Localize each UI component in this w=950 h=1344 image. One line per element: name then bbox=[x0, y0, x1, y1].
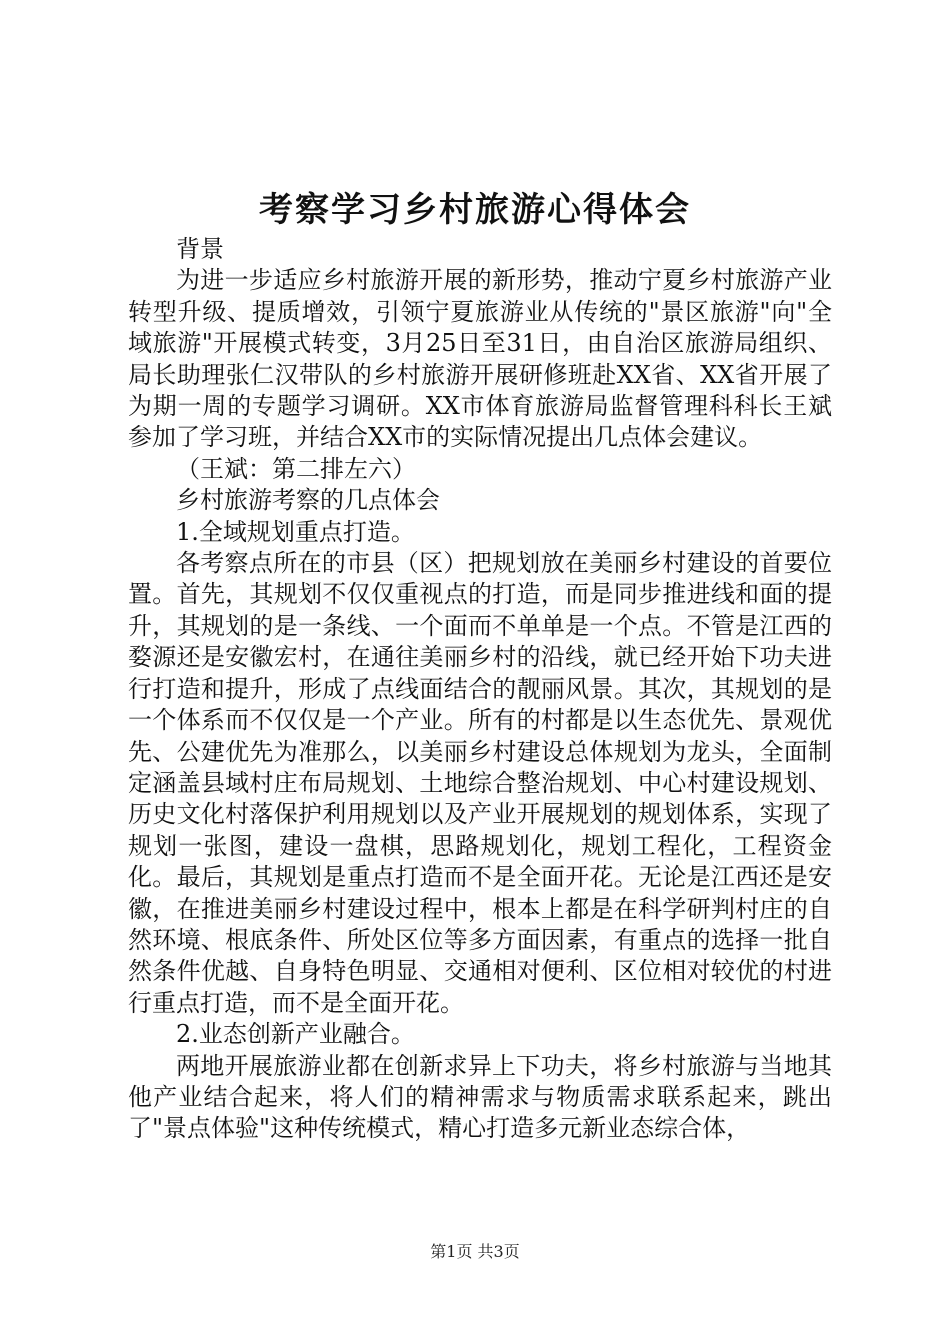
page-number: 第1页 bbox=[430, 1242, 473, 1261]
paragraph-background-text: 为进一步适应乡村旅游开展的新形势，推动宁夏乡村旅游产业转型升级、提质增效，引领宁夏旅游业从传统的"景区旅游"向"全域旅游"开展模式转变，3月25日至31日，由自治区旅游局组织、局长助理张仁汉带队的乡村旅游开展研修班赴XX省、XX省开展了为期一周的专题学习调研。XX市体育旅游局监督管理科科长王斌参加了学习班，并结合XX市的实际情况提出几点体会建议。 bbox=[128, 266, 832, 452]
paragraph-point-2-heading: 2.业态创新产业融合。 bbox=[176, 1020, 415, 1049]
paragraph-background-heading: 背景 bbox=[176, 235, 224, 263]
paragraph-point-1-text: 各考察点所在的市县（区）把规划放在美丽乡村建设的首要位置。首先，其规划不仅仅重视点的打造，而是同步推进线和面的提升，其规划的是一条线、一个面而不单单是一个点。不管是江西的婺源还是安徽宏村，在通往美丽乡村的沿线，就已经开始下功夫进行打造和提升，形成了点线面结合的靓丽风景。其次，其规划的是一个体系而不仅仅是一个产业。所有的村都是以生态优先、景观优先、公建优先为准那么，以美丽乡村建设总体规划为龙头，全面制定涵盖县域村庄布局规划、土地综合整治规划、中心村建设规划、历史文化村落保护利用规划以及产业开展规划的规划体系，实现了规划一张图，建设一盘棋，思路规划化，规划工程化，工程资金化。最后，其规划是重点打造而不是全面开花。无论是江西还是安徽，在推进美丽乡村建设过程中，根本上都是在科学研判村庄的自然环境、根底条件、所处区位等多方面因素，有重点的选择一批自然条件优越、自身特色明显、交通相对便利、区位相对较优的村进行重点打造，而不是全面开花。 bbox=[128, 549, 832, 1017]
document-body bbox=[128, 234, 832, 1145]
paragraph-section-heading: 乡村旅游考察的几点体会 bbox=[176, 486, 440, 515]
paragraph-point-2-text: 两地开展旅游业都在创新求异上下功夫，将乡村旅游与当地其他产业结合起来，将人们的精神需求与物质需求联系起来，跳出了"景点体验"这种传统模式，精心打造多元新业态综合体， bbox=[128, 1051, 832, 1143]
page-total: 共3页 bbox=[477, 1242, 520, 1261]
page-footer bbox=[0, 1240, 950, 1264]
document-title: 考察学习乡村旅游心得体会 bbox=[259, 190, 691, 230]
paragraph-photo-caption: （王斌：第二排左六） bbox=[176, 454, 416, 483]
paragraph-point-1-heading: 1.全域规划重点打造。 bbox=[176, 517, 415, 546]
